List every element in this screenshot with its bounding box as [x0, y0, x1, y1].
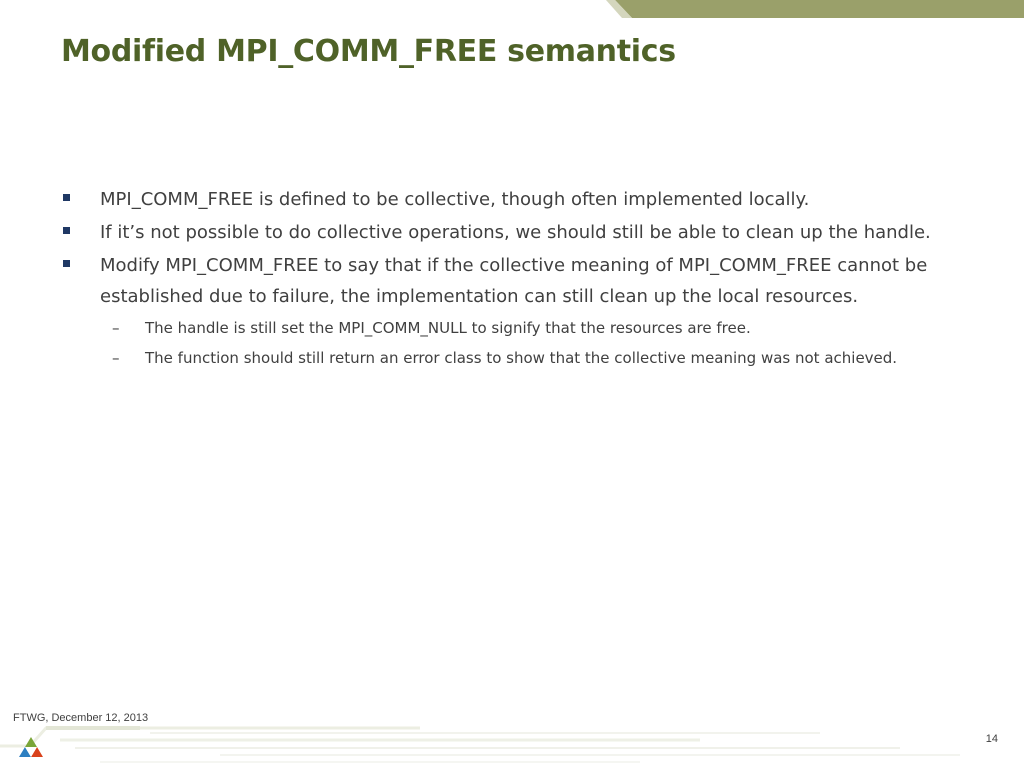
- bullet-list: [62, 184, 952, 372]
- bullet-item: [62, 250, 952, 312]
- square-bullet-icon: [63, 260, 70, 267]
- bullet-text: If it’s not possible to do collective operations, we should still be able to clean up the handle.: [100, 222, 931, 243]
- footer-text: FTWG, December 12, 2013: [13, 712, 149, 724]
- footer-decoration: [0, 722, 1024, 768]
- dash-bullet-icon: –: [112, 349, 120, 367]
- sub-bullet-text: The handle is still set the MPI_COMM_NULL to signify that the resources are free.: [145, 319, 751, 337]
- square-bullet-icon: [63, 194, 70, 201]
- triangle-logo-icon: [19, 736, 43, 758]
- slide-title: Modified MPI_COMM_FREE semantics: [61, 34, 676, 69]
- dash-bullet-icon: –: [112, 319, 120, 337]
- page-number: 14: [985, 733, 998, 745]
- bullet-item: [62, 217, 952, 248]
- bullet-item: [62, 184, 952, 215]
- sub-bullet-text: The function should still return an error class to show that the collective meaning was not achieved.: [145, 349, 898, 367]
- top-accent-band: [0, 0, 1024, 18]
- bullet-text: MPI_COMM_FREE is defined to be collective, though often implemented locally.: [100, 189, 810, 210]
- bullet-text: Modify MPI_COMM_FREE to say that if the collective meaning of MPI_COMM_FREE cannot be established due to failure, the implementation can still clean up the local resources.: [100, 255, 928, 307]
- sub-bullet-item: [62, 344, 952, 372]
- sub-bullet-item: [62, 314, 952, 342]
- square-bullet-icon: [63, 227, 70, 234]
